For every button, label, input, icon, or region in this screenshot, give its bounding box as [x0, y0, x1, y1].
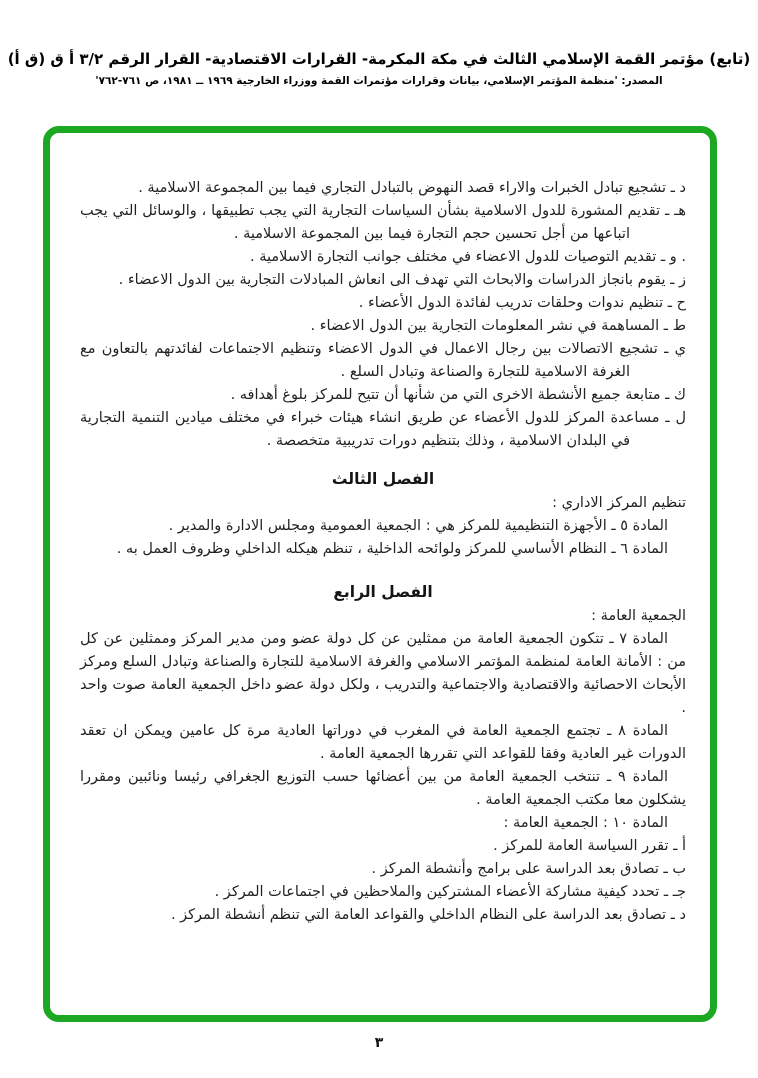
clause-waw: . و ـ تقديم التوصيات للدول الاعضاء في مختلف جوانب التجارة الاسلامية . [250, 249, 686, 265]
clause-hha: ح ـ تنظيم ندوات وحلقات تدريب لفائدة الدول الأعضاء . [358, 295, 686, 311]
article-7: المادة ٧ ـ تتكون الجمعية العامة من ممثلين عن كل دولة عضو ومن مدير المركز وممثلين عن كل من : الأمانة العامة لمنظمة المؤتمر الاسلامي والغرفة الاسلامية للتجارة والصناعة وتبادل السلع ومركز الأبحاث الاحصائية والاقتصادية والاجتماعية والتدريب ، ولكل دولة عضو داخل الجمعية العامة صوت واحد . [80, 631, 686, 716]
page-number: ٣ [374, 1035, 384, 1051]
document-header [0, 50, 758, 87]
subclause-jim: جـ ـ تحدد كيفية مشاركة الأعضاء المشتركين والملاحظين في اجتماعات المركز . [214, 884, 686, 900]
article-5: المادة ٥ ـ الأجهزة التنظيمية للمركز هي : الجمعية العمومية ومجلس الادارة والمدير . [168, 518, 668, 534]
article-10: المادة ١٠ : الجمعية العامة : [503, 815, 668, 831]
article-9: المادة ٩ ـ تنتخب الجمعية العامة من بين أعضائها حسب التوزيع الجغرافي رئيسا ونائبين ومقررا يشكلون معا مكتب الجمعية العامة . [80, 769, 686, 808]
subclause-ba: ب ـ تصادق بعد الدراسة على برامج وأنشطة المركز . [371, 861, 686, 877]
clause-dal: د ـ تشجيع تبادل الخبرات والاراء قصد النهوض بالتبادل التجاري فيما بين المجموعة الاسلامية . [138, 180, 686, 196]
article-6: المادة ٦ ـ النظام الأساسي للمركز ولوائحه الداخلية ، تنظم هيكله الداخلي وظروف العمل به . [116, 541, 668, 557]
article-8: المادة ٨ ـ تجتمع الجمعية العامة في المغرب في دوراتها العادية مرة كل عامين ويمكن ان تعقد الدورات غير العادية وفقا للقواعد التي تقررها الجمعية العامة . [80, 723, 686, 762]
clause-ya: ي ـ تشجيع الاتصالات بين رجال الاعمال في الدول الاعضاء وتنظيم الاجتماعات لفائدتهم بالتعاون مع الغرفة الاسلامية للتجارة والصناعة وتبادل السلع . [80, 341, 686, 380]
chapter-four-heading: الفصل الرابع [333, 583, 433, 601]
document-title: (تابع) مؤتمر القمة الإسلامي الثالث في مكة المكرمة- القرارات الاقتصادية- القرار الرقم ٣/٢ أ ق (ق أ) [7, 50, 751, 68]
subclause-alif: أ ـ تقرر السياسة العامة للمركز . [493, 838, 686, 854]
clause-ha: هـ ـ تقديم المشورة للدول الاسلامية بشأن السياسات التجارية التي يجب تطبيقها ، والوسائل التي يجب اتباعها من أجل تحسين حجم التجارة فيما بين المجموعة الاسلامية . [80, 203, 686, 242]
chapter-three-intro: تنظيم المركز الاداري : [552, 495, 686, 511]
clause-lam: ل ـ مساعدة المركز للدول الأعضاء عن طريق انشاء هيئات خبراء في مختلف ميادين التنمية التجارية في البلدان الاسلامية ، وذلك بتنظيم دورات تدريبية متخصصة . [80, 410, 686, 449]
document-body [80, 177, 686, 1011]
green-highlight-frame [43, 126, 717, 1022]
document-source-line: المصدر: 'منظمة المؤتمر الإسلامي، بيانات وقرارات مؤتمرات القمة ووزراء الخارجية ١٩٦٩ ــ ١٩٨١، ص ٧٦١-٧٦٢' [95, 75, 663, 87]
chapter-three-heading: الفصل الثالث [331, 470, 435, 488]
clause-tta: ط ـ المساهمة في نشر المعلومات التجارية بين الدول الاعضاء . [310, 318, 686, 334]
subclause-dal2: د ـ تصادق بعد الدراسة على النظام الداخلي والقواعد العامة التي تنظم أنشطة المركز . [170, 907, 686, 923]
page-footer [0, 1032, 758, 1051]
clause-zay: ز ـ يقوم بانجاز الدراسات والابحاث التي تهدف الى انعاش المبادلات التجارية بين الدول الاعضاء . [118, 272, 686, 288]
chapter-four-intro: الجمعية العامة : [591, 608, 686, 624]
clause-kaf: ك ـ متابعة جميع الأنشطة الاخرى التي من شأنها أن تتيح للمركز بلوغ أهدافه . [230, 387, 686, 403]
